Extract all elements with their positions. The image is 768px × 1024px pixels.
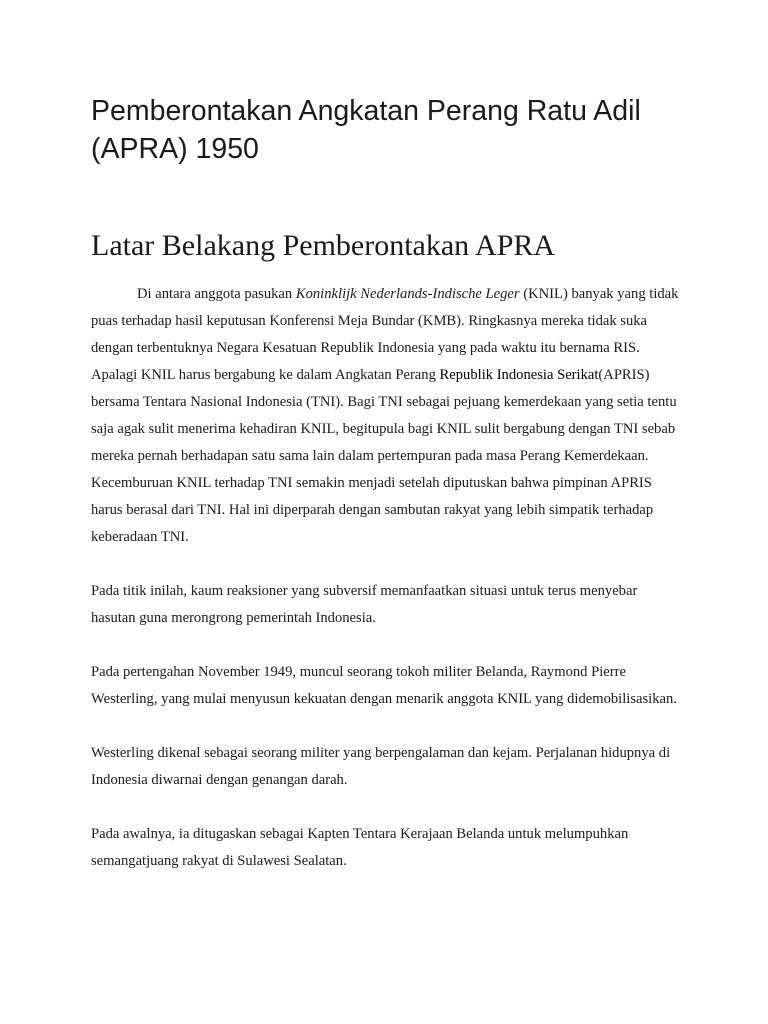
document-title-line-2: (APRA) 1950: [91, 133, 259, 165]
document-title-line-1: Pemberontakan Angkatan Perang Ratu Adil: [91, 95, 641, 127]
paragraph-2: [91, 578, 691, 632]
document-title: [91, 92, 691, 168]
paragraph-2-line-1: Pada titik inilah, kaum reaksioner yang subversif memanfaatkan situasi untuk terus menyebar: [91, 583, 638, 599]
paragraph-1-line-10: keberadaan TNI.: [91, 529, 189, 545]
section-heading: Latar Belakang Pemberontakan APRA: [91, 229, 556, 262]
paragraph-1-line-1-post: (KNIL) banyak yang tidak: [519, 286, 679, 302]
paragraph-1-line-1-pre: Di antara anggota pasukan: [137, 286, 296, 302]
paragraph-1-line-8: Kecemburuan KNIL terhadap TNI semakin menjadi setelah diputuskan bahwa pimpinan APRIS: [91, 475, 652, 491]
paragraph-1: [91, 281, 691, 551]
knil-italic-term: Koninklijk Nederlands-Indische Leger: [295, 286, 520, 302]
paragraph-4: [91, 740, 691, 794]
paragraph-1-line-4: [91, 362, 691, 389]
paragraph-1-line-1: [91, 281, 691, 308]
paragraph-5: [91, 821, 691, 875]
paragraph-1-line-9: harus berasal dari TNI. Hal ini diperparah dengan sambutan rakyat yang lebih simpatik terhadap: [91, 502, 654, 518]
paragraph-4-line-1: Westerling dikenal sebagai seorang militer yang berpengalaman dan kejam. Perjalanan hidupnya di: [91, 745, 671, 761]
paragraph-2-line-2: hasutan guna merongrong pemerintah Indonesia.: [91, 610, 376, 626]
paragraph-1-line-4-post: (APRIS): [598, 367, 650, 383]
paragraph-4-line-2: Indonesia diwarnai dengan genangan darah.: [91, 772, 348, 788]
paragraph-5-line-1: Pada awalnya, ia ditugaskan sebagai Kapten Tentara Kerajaan Belanda untuk melumpuhkan: [91, 826, 629, 842]
ris-link[interactable]: Republik Indonesia Serikat: [439, 367, 599, 383]
paragraph-1-line-4-pre: Apalagi KNIL harus bergabung ke dalam Angkatan Perang: [91, 367, 440, 383]
paragraph-1-line-7: mereka pernah berhadapan satu sama lain dalam pertempuran pada masa Perang Kemerdekaan.: [91, 448, 649, 464]
paragraph-3-line-1: Pada pertengahan November 1949, muncul seorang tokoh militer Belanda, Raymond Pierre: [91, 664, 626, 680]
paragraph-5-line-2: semangatjuang rakyat di Sulawesi Sealatan.: [91, 853, 347, 869]
paragraph-1-line-6: saja agak sulit menerima kehadiran KNIL, begitupula bagi KNIL sulit bergabung dengan TNI sebab: [91, 421, 676, 437]
paragraph-1-line-5: bersama Tentara Nasional Indonesia (TNI). Bagi TNI sebagai pejuang kemerdekaan yang setia tentu: [91, 394, 677, 410]
document-body: [91, 281, 691, 875]
paragraph-3-line-2: Westerling, yang mulai menyusun kekuatan dengan menarik anggota KNIL yang didemobilisasikan.: [91, 691, 677, 707]
paragraph-3: [91, 659, 691, 713]
paragraph-1-line-3: dengan terbentuknya Negara Kesatuan Republik Indonesia yang pada waktu itu bernama RIS.: [91, 340, 640, 356]
paragraph-1-line-2: puas terhadap hasil keputusan Konferensi Meja Bundar (KMB). Ringkasnya mereka tidak suka: [91, 313, 648, 329]
document-page: [91, 92, 691, 875]
